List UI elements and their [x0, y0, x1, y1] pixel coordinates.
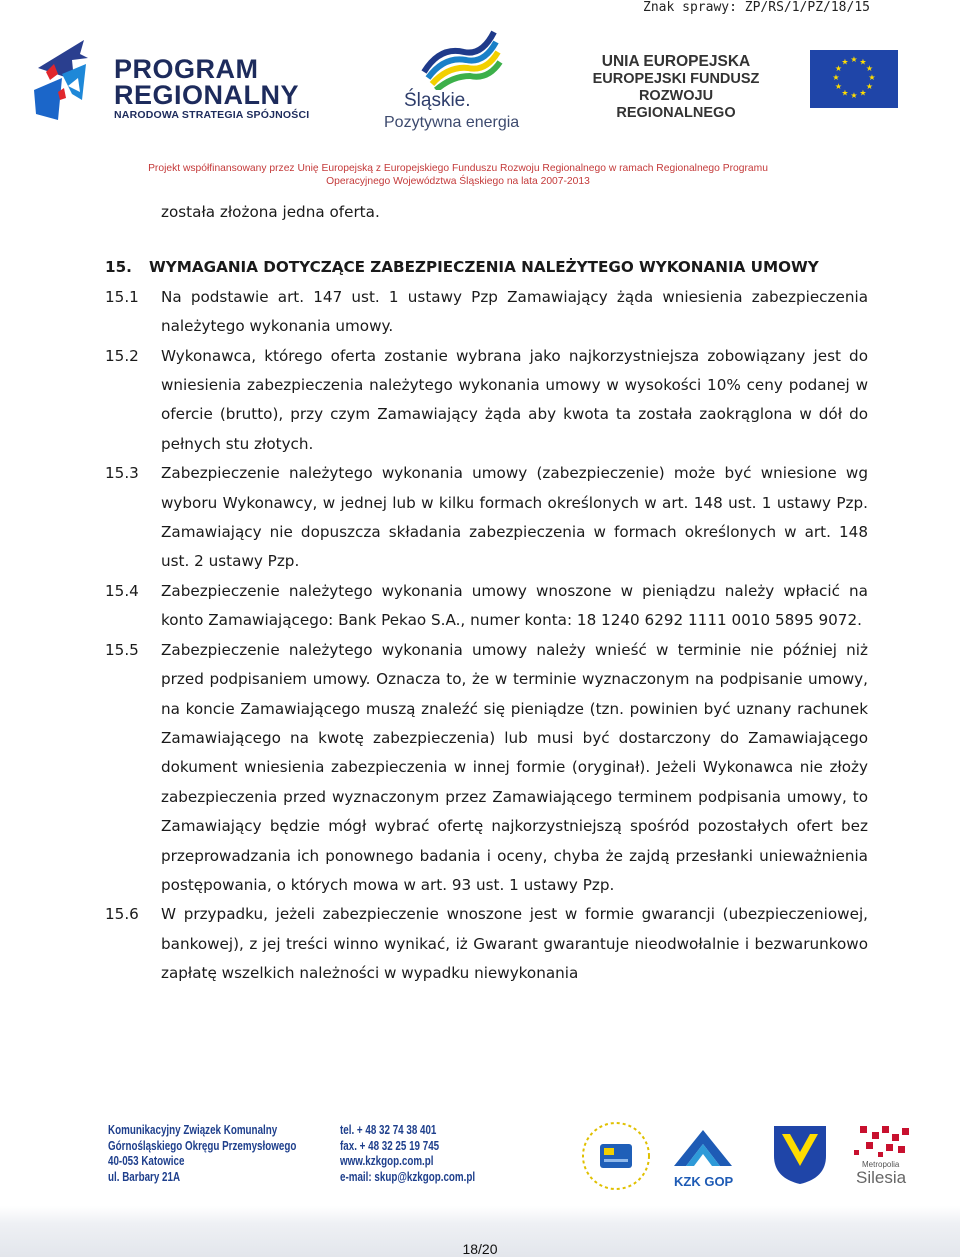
kzk-chevron-icon [668, 1122, 738, 1172]
eu-line3: ROZWOJU REGIONALNEGO [616, 88, 736, 121]
footer-contact [340, 1123, 475, 1185]
svg-text:★: ★ [834, 82, 843, 91]
org-line: Komunikacyjny Związek Komunalny [108, 1123, 278, 1137]
clause-15-5 [105, 636, 868, 901]
program-text [114, 56, 309, 122]
document-content [105, 198, 868, 989]
svg-text:★: ★ [865, 64, 874, 73]
footer-organization [108, 1123, 296, 1185]
cofinance-statement [108, 162, 808, 188]
eu-line2: EUROPEJSKI FUNDUSZ [592, 71, 760, 87]
program-subtitle: NARODOWA STRATEGIA SPÓJNOŚCI [114, 109, 310, 121]
eu-text [582, 53, 770, 122]
svg-text:★: ★ [834, 64, 843, 73]
svg-text:★: ★ [850, 91, 858, 100]
page-number: 18/20 [462, 1241, 498, 1257]
clause-number: 15.2 [105, 346, 139, 365]
clause-number: 15.4 [105, 581, 139, 600]
eu-fund-logo [582, 50, 902, 120]
svg-text:★: ★ [850, 55, 858, 64]
clause-text: Zabezpieczenie należytego wykonania umowy (zabezpieczenie) może być wniesione wg wyboru Wykonawcy, w jednej lub w kilku formach określonych w art. 148 ust. 1 ustawy Pzp. Zamawiający nie dopuszcza składania zabezpieczenia w formach określonych w art. 148 ust. 2 ustawy Pzp. [161, 464, 868, 571]
section-number: 15. [105, 258, 132, 277]
silesia-pixel-icon [852, 1124, 916, 1160]
eu-line1: UNIA EUROPEJSKA [601, 53, 751, 70]
slaskie-logo [378, 26, 548, 136]
svg-text:★: ★ [841, 57, 849, 67]
silesia-large-text: Silesia [856, 1168, 907, 1187]
clause-text: W przypadku, jeżeli zabezpieczenie wnoszone jest w formie gwarancji (ubezpieczeniowej, bankowej), z jej treści winno wynikać, iż Gwarant gwarantuje nieodwołalnie i bezwarunkowo zapłatę wszelkich należności w wypadku niewykonania [161, 905, 868, 983]
clause-15-4 [105, 577, 868, 636]
section-title: WYMAGANIA DOTYCZĄCE ZABEZPIECZENIA NALEŻYTEGO WYKONANIA UMOWY [149, 258, 819, 277]
org-line: 40-053 Katowice [108, 1154, 185, 1169]
clause-15-2 [105, 342, 868, 460]
org-line: Górnośląskiego Okręgu Przemysłowego [108, 1138, 297, 1153]
eu-flag-icon [810, 50, 898, 108]
metropolia-silesia-logo [852, 1124, 916, 1190]
case-reference: Znak sprawy: ZP/RS/1/PZ/18/15 [643, 0, 870, 15]
cofinance-line2: Operacyjnego Województwa Śląskiego na lata 2007-2013 [326, 176, 590, 187]
program-title-line2: REGIONALNY [114, 80, 300, 110]
clause-15-3 [105, 459, 868, 577]
clause-number: 15.3 [105, 464, 139, 483]
svg-text:★: ★ [868, 73, 876, 82]
program-regionalny-logo [28, 34, 328, 126]
slaskie-tagline: Pozytywna energia [384, 114, 520, 131]
slaskie-name: Śląskie. [404, 90, 471, 111]
clause-text: Zabezpieczenie należytego wykonania umowy należy wnieść w terminie nie później niż przed podpisaniem umowy. Oznacza to, że w terminie wyznaczonym na podpisanie umowy, na koncie Zamawiającego muszą znaleźć się pieniądze (tzn. powinien być uznany rachunek Zamawiającego na kwotę zabezpieczenia) lub musi być dostarczony do Zamawiającego dokument wniesienia zabezpieczenia w innej formie (oryginał). Jeżeli Wykonawca nie złoży zabezpieczenia przed wyznaczonym przez Zamawiającego terminem podpisania umowy, to Zamawiający będzie mógł wybrać ofertę najkorzystniejszą spośród pozostałych ofert bez przeprowadzania ich ponownego badania i oceny, chyba że zajdą przesłanki unieważnienia postępowania, o których mowa w art. 93 ust. 1 ustawy Pzp. [161, 640, 868, 894]
clause-text: Wykonawca, którego oferta zostanie wybrana jako najkorzystniejsza zobowiązany jest do wniesienia zabezpieczenia należytego wykonania umowy w wysokości 10% ceny podanej w ofercie (brutto), przy czym Zamawiający żąda aby kwota ta została zaokrąglona w dół do pełnych stu złotych. [161, 346, 868, 453]
svg-text:★: ★ [832, 73, 840, 82]
clause-number: 15.1 [105, 287, 139, 306]
org-line: ul. Barbary 21A [108, 1169, 181, 1184]
contact-phone: tel. + 48 32 74 38 401 [340, 1123, 437, 1137]
cofinance-line1: Projekt współfinansowany przez Unię Europejską z Europejskiego Funduszu Rozwoju Regionalnego w ramach Regionalnego Programu [148, 163, 768, 174]
slaskie-waves-icon [378, 26, 548, 90]
svg-text:★: ★ [841, 88, 849, 98]
svg-text:★: ★ [865, 82, 874, 91]
clause-text: Zabezpieczenie należytego wykonania umowy wnoszone w pieniądzu należy wpłacić na konto Zamawiającego: Bank Pekao S.A., numer konta: 18 1240 6292 1111 0010 5895 9072. [161, 581, 868, 630]
clause-number: 15.6 [105, 905, 139, 924]
kzk-gop-text: KZK GOP [674, 1174, 734, 1189]
lead-line: została złożona jedna oferta. [161, 203, 380, 221]
clause-15-1 [105, 283, 868, 342]
contact-fax: fax. + 48 32 25 19 745 [340, 1138, 440, 1153]
kzk-gop-logo [668, 1122, 738, 1192]
gzm-shield-logo-icon [770, 1122, 830, 1188]
contact-website: www.kzkgop.com.pl [340, 1154, 434, 1169]
program-title-line1: PROGRAM [114, 54, 259, 84]
program-emblem-icon [28, 34, 112, 126]
slaska-karta-logo-icon [578, 1118, 654, 1194]
clause-text: Na podstawie art. 147 ust. 1 ustawy Pzp Zamawiający żąda wniesienia zabezpieczenia należytego wykonania umowy. [161, 287, 868, 336]
clause-15-6 [105, 900, 868, 988]
contact-email: e-mail: skup@kzkgop.com.pl [340, 1169, 476, 1184]
svg-text:★: ★ [859, 88, 867, 98]
section-heading [105, 253, 868, 282]
clause-number: 15.5 [105, 640, 139, 659]
silesia-small-text: Metropolia [862, 1160, 900, 1169]
svg-text:★: ★ [859, 57, 867, 67]
